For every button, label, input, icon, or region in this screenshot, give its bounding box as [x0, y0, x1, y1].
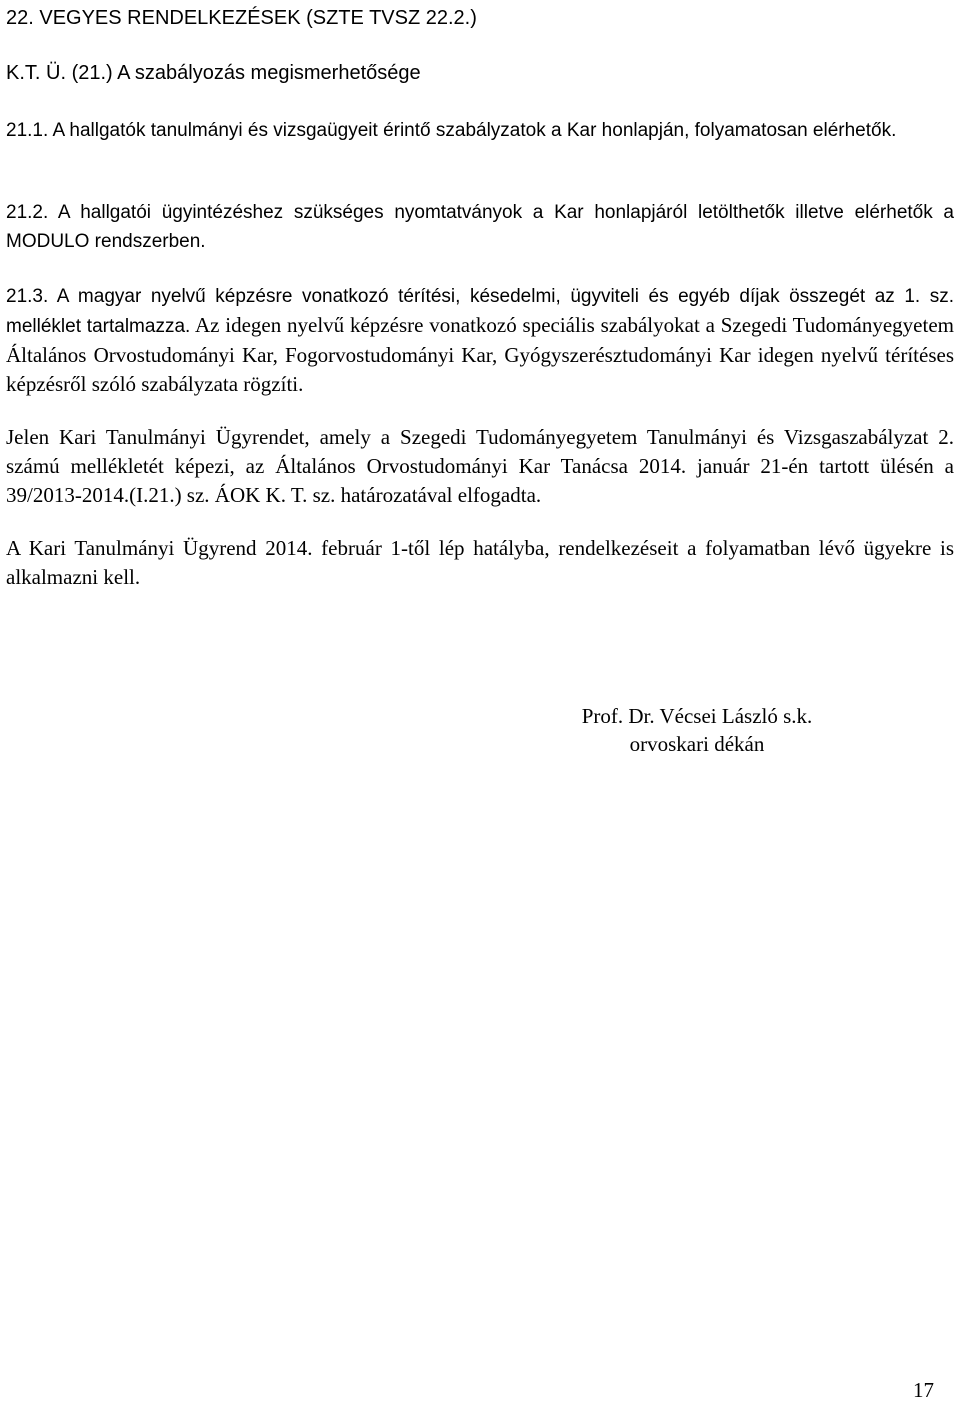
signatory-name: Prof. Dr. Vécsei László s.k. [581, 704, 813, 728]
paragraph-21-2: 21.2. A hallgatói ügyintézéshez szükséges nyomtatványok a Kar honlapjáról letölthetők illetve elérhetők a MODULO rendszerben. [6, 202, 954, 252]
paragraph-effective-date: A Kari Tanulmányi Ügyrend 2014. február 1-től lép hatályba, rendelkezéseit a folyamatban lévő ügyekre is alkalmazni kell. [6, 536, 954, 589]
paragraph-21-3-fees-text: 21.3. A magyar nyelvű képzésre vonatkozó térítési, késedelmi, ügyviteli és egyéb díjak összegét az 1. sz. melléklet tartalmazza. [6, 286, 954, 337]
paragraph-21-1: 21.1. A hallgatók tanulmányi és vizsgaügyeit érintő szabályzatok a Kar honlapján, folyamatosan elérhetők. [6, 120, 897, 141]
page-number: 17 [913, 1378, 934, 1402]
signature-block [560, 702, 834, 758]
signatory-title: orvoskari dékán [629, 732, 765, 756]
section-heading: 22. VEGYES RENDELKEZÉSEK (SZTE TVSZ 22.2.) [6, 7, 477, 29]
paragraph-21-3 [6, 282, 954, 399]
section-subheading: K.T. Ü. (21.) A szabályozás megismerhetősége [6, 62, 421, 84]
paragraph-21-3-foreign-language-text: Az idegen nyelvű képzésre vonatkozó speciális szabályokat a Szegedi Tudományegyetem Általános Orvostudományi Kar, Fogorvostudományi Kar, Gyógyszerésztudományi Kar idegen nyelvű térítéses képzésről szóló szabályzata rögzíti. [6, 313, 954, 396]
paragraph-adoption: Jelen Kari Tanulmányi Ügyrendet, amely a Szegedi Tudományegyetem Tanulmányi és Vizsgaszabályzat 2. számú mellékletét képezi, az Általános Orvostudományi Kar Tanácsa 2014. január 21-én tartott ülésén a 39/2013-2014.(I.21.) sz. ÁOK K. T. sz. határozatával elfogadta. [6, 425, 954, 507]
